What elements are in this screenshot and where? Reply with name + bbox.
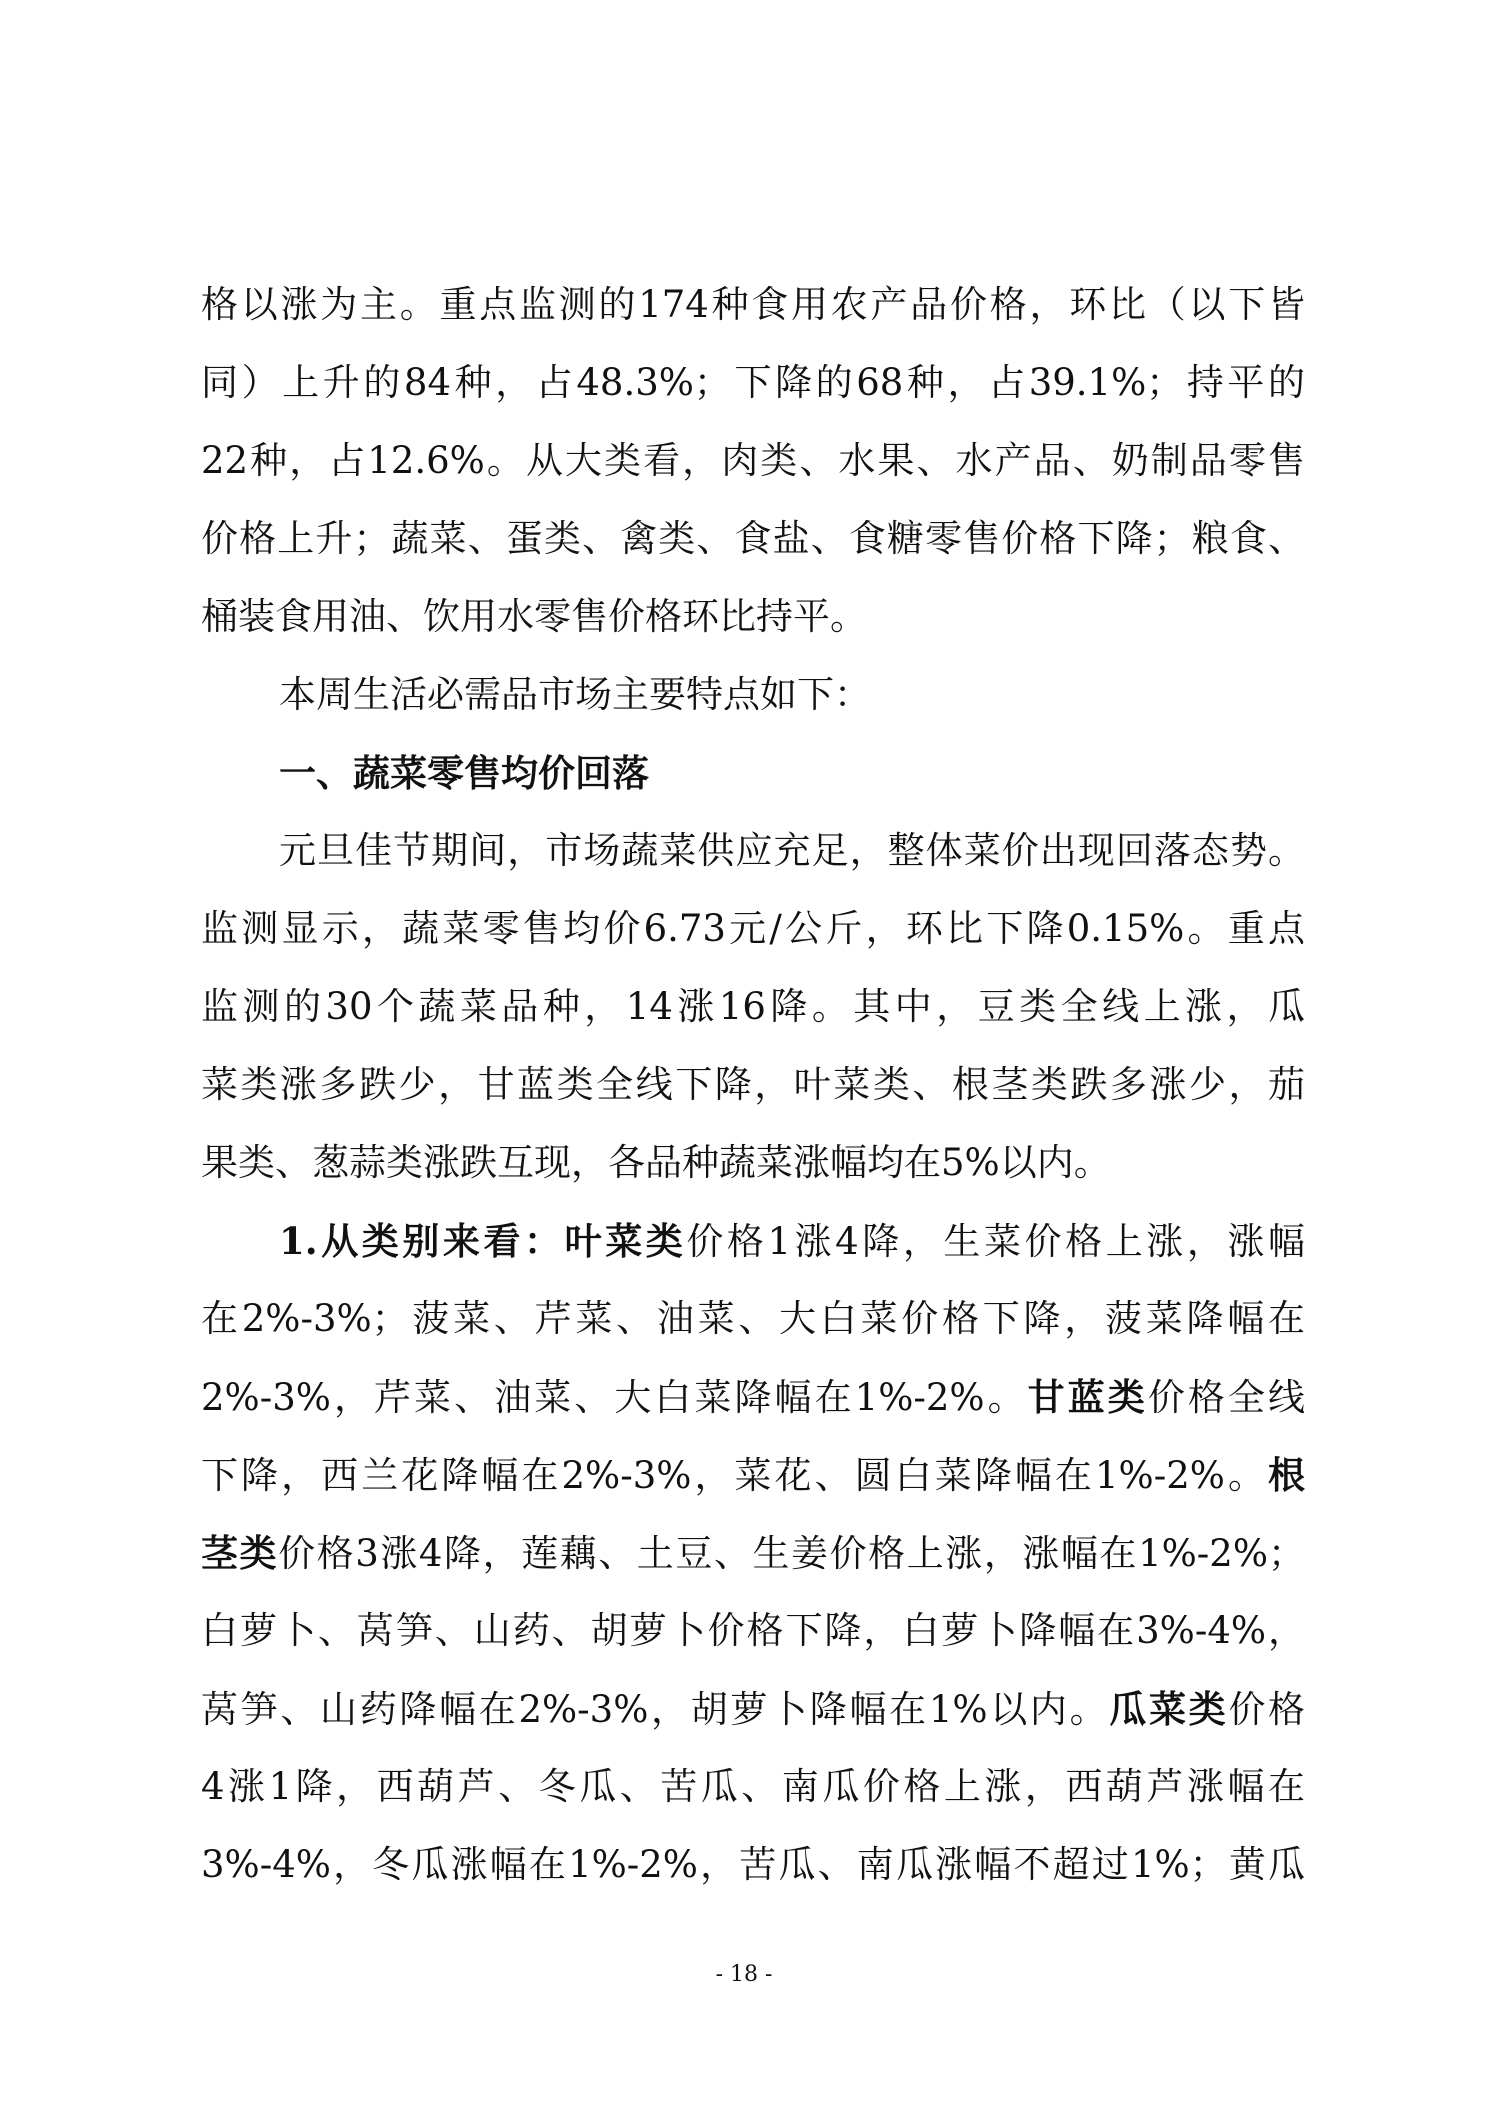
- paragraph-line: 4涨1降，西葫芦、冬瓜、苦瓜、南瓜价格上涨，西葫芦涨幅在: [201, 1765, 1305, 1808]
- line-text: 价格全线: [1147, 1376, 1306, 1419]
- bold-phrase: 瓜菜类: [1109, 1687, 1229, 1731]
- paragraph-line: [201, 1436, 1305, 1514]
- paragraph-line: 本周生活必需品市场主要特点如下：: [279, 673, 871, 716]
- line-text: 2%-3%，芹菜、油菜、大白菜降幅在1%-2%。: [201, 1376, 1028, 1419]
- bold-phrase: 1.从类别来看：叶菜类: [279, 1219, 687, 1263]
- paragraph-line: 监测的30个蔬菜品种，14涨16降。其中，豆类全线上涨，瓜: [201, 985, 1305, 1028]
- paragraph-line: 3%-4%，冬瓜涨幅在1%-2%，苦瓜、南瓜涨幅不超过1%；黄瓜: [201, 1843, 1305, 1886]
- paragraph-line: 桶装食用油、饮用水零售价格环比持平。: [201, 595, 867, 638]
- paragraph-line: 22种，占12.6%。从大类看，肉类、水果、水产品、奶制品零售: [201, 439, 1305, 482]
- paragraph-line: [201, 1514, 1305, 1592]
- bold-phrase: 茎类: [201, 1531, 279, 1575]
- body-text: [201, 266, 1305, 1904]
- section-heading: 一、蔬菜零售均价回落: [279, 751, 649, 795]
- paragraph-line: 菜类涨多跌少，甘蓝类全线下降，叶菜类、根茎类跌多涨少，茄: [201, 1063, 1305, 1106]
- line-text: 价格3涨4降，莲藕、土豆、生姜价格上涨，涨幅在1%-2%；: [278, 1532, 1305, 1575]
- paragraph-line: 在2%-3%；菠菜、芹菜、油菜、大白菜价格下降，菠菜降幅在: [201, 1297, 1305, 1340]
- line-text: 莴笋、山药降幅在2%-3%，胡萝卜降幅在1%以内。: [201, 1688, 1110, 1731]
- paragraph-line: 白萝卜、莴笋、山药、胡萝卜价格下降，白萝卜降幅在3%-4%，: [201, 1609, 1305, 1652]
- paragraph-line: 监测显示，蔬菜零售均价6.73元/公斤，环比下降0.15%。重点: [201, 907, 1305, 950]
- paragraph-line: 价格上升；蔬菜、蛋类、禽类、食盐、食糖零售价格下降；粮食、: [201, 517, 1305, 560]
- paragraph-line: 元旦佳节期间，市场蔬菜供应充足，整体菜价出现回落态势。: [279, 829, 1305, 872]
- paragraph-line: [201, 1670, 1305, 1748]
- paragraph-line: [201, 1202, 1305, 1280]
- line-text: 价格1涨4降，生菜价格上涨，涨幅: [686, 1220, 1305, 1263]
- page-number: - 18 -: [715, 1962, 773, 1987]
- paragraph-line: 同）上升的84种，占48.3%；下降的68种，占39.1%；持平的: [201, 361, 1305, 404]
- paragraph-line: 果类、葱蒜类涨跌互现，各品种蔬菜涨幅均在5%以内。: [201, 1141, 1111, 1184]
- paragraph-line: 格以涨为主。重点监测的174种食用农产品价格，环比（以下皆: [201, 283, 1305, 326]
- line-text: 下降，西兰花降幅在2%-3%，菜花、圆白菜降幅在1%-2%。: [201, 1454, 1268, 1497]
- line-text: 价格: [1228, 1688, 1306, 1731]
- bold-phrase: 根: [1268, 1453, 1305, 1497]
- bold-phrase: 甘蓝类: [1027, 1375, 1148, 1419]
- paragraph-line: [201, 1358, 1305, 1436]
